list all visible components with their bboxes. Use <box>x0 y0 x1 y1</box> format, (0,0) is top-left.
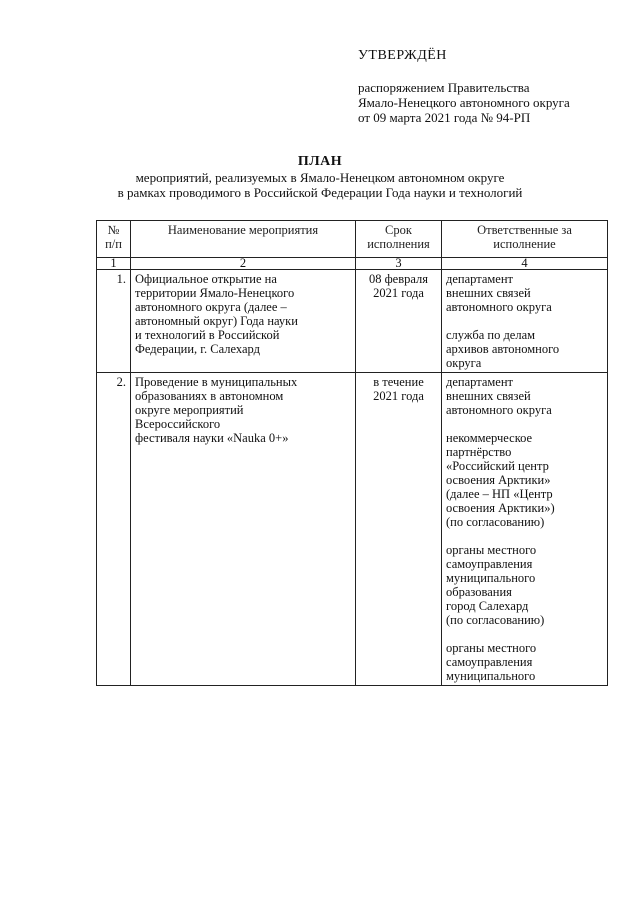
event-name-line: Официальное открытие на <box>135 272 277 286</box>
responsible-line: муниципального <box>446 571 536 585</box>
event-name-line: территории Ямало-Ненецкого <box>135 286 295 300</box>
responsible-line: департамент <box>446 272 514 286</box>
responsible-line: органы местного <box>446 641 537 655</box>
responsible-line: автономного округа <box>446 403 552 417</box>
event-name-line: автономный округ) Года науки <box>135 314 298 328</box>
responsible-line: архивов автономного <box>446 342 560 356</box>
responsible-line: служба по делам <box>446 328 536 342</box>
event-term-line: 2021 года <box>373 389 424 403</box>
responsible-line: муниципального <box>446 669 536 683</box>
responsible-line: освоения Арктики» <box>446 473 551 487</box>
paragraph-gap <box>446 529 603 543</box>
responsible-line: автономного округа <box>446 300 552 314</box>
event-term-line: 2021 года <box>373 286 424 300</box>
responsible-line: органы местного <box>446 543 537 557</box>
responsible-line: город Салехард <box>446 599 529 613</box>
approval-stamp-title: УТВЕРЖДЁН <box>358 48 447 63</box>
responsible-line: (далее – НП «Центр <box>446 487 553 501</box>
column-number: 4 <box>442 258 608 270</box>
table-row <box>97 270 608 373</box>
event-name-line: фестиваля науки «Nauka 0+» <box>135 431 289 445</box>
paragraph-gap <box>446 417 603 431</box>
header-text: Наименование мероприятия <box>167 223 319 237</box>
responsible-line: (по согласованию) <box>446 515 545 529</box>
responsible-parties <box>442 270 608 373</box>
header-text: Срок <box>385 223 412 237</box>
header-text: исполнение <box>493 237 556 251</box>
event-term-line: 08 февраля <box>368 272 429 286</box>
column-number: 2 <box>131 258 356 270</box>
header-term <box>356 221 442 258</box>
paragraph-gap <box>446 314 603 328</box>
approval-details <box>358 80 570 125</box>
responsible-line: некоммерческое <box>446 431 533 445</box>
event-name <box>131 373 356 686</box>
event-term-line: в течение <box>373 375 424 389</box>
plan-title: ПЛАН <box>297 154 343 169</box>
responsible-line: «Российский центр <box>446 459 549 473</box>
approval-line: распоряжением Правительства <box>358 80 530 95</box>
approval-line: от 09 марта 2021 года № 94-РП <box>358 110 531 125</box>
header-num <box>97 221 131 258</box>
table-header-row <box>97 221 608 258</box>
event-name-line: Проведение в муниципальных <box>135 375 298 389</box>
event-name <box>131 270 356 373</box>
responsible-line: внешних связей <box>446 286 531 300</box>
responsible-line: партнёрство <box>446 445 512 459</box>
event-name-line: Федерации, г. Салехард <box>135 342 260 356</box>
header-text: п/п <box>105 237 122 251</box>
event-term <box>356 373 442 686</box>
header-name <box>131 221 356 258</box>
plan-subtitle-line: в рамках проводимого в Российской Федерации Года науки и технологий <box>117 185 523 200</box>
event-name-line: образованиях в автономном <box>135 389 284 403</box>
event-name-line: автономного округа (далее – <box>135 300 287 314</box>
event-name-line: и технологий в Российской <box>135 328 280 342</box>
plan-table <box>96 220 608 686</box>
column-number-row <box>97 258 608 270</box>
table-row <box>97 373 608 686</box>
responsible-line: освоения Арктики») <box>446 501 555 515</box>
plan-subtitle-line: мероприятий, реализуемых в Ямало-Ненецком автономном округе <box>135 170 505 185</box>
header-responsible <box>442 221 608 258</box>
event-term <box>356 270 442 373</box>
column-number: 3 <box>356 258 442 270</box>
responsible-line: департамент <box>446 375 514 389</box>
header-text: исполнения <box>367 237 430 251</box>
column-number: 1 <box>97 258 131 270</box>
event-name-line: округе мероприятий <box>135 403 244 417</box>
responsible-parties <box>442 373 608 686</box>
responsible-line: внешних связей <box>446 389 531 403</box>
plan-subtitle <box>0 170 640 200</box>
responsible-line: самоуправления <box>446 655 533 669</box>
header-text: № <box>107 223 120 237</box>
paragraph-gap <box>446 627 603 641</box>
row-number: 2. <box>97 373 131 686</box>
responsible-line: (по согласованию) <box>446 613 545 627</box>
responsible-line: округа <box>446 356 482 370</box>
responsible-line: самоуправления <box>446 557 533 571</box>
row-number: 1. <box>97 270 131 373</box>
responsible-line: образования <box>446 585 512 599</box>
approval-line: Ямало-Ненецкого автономного округа <box>358 95 570 110</box>
header-text: Ответственные за <box>477 223 572 237</box>
event-name-line: Всероссийского <box>135 417 221 431</box>
